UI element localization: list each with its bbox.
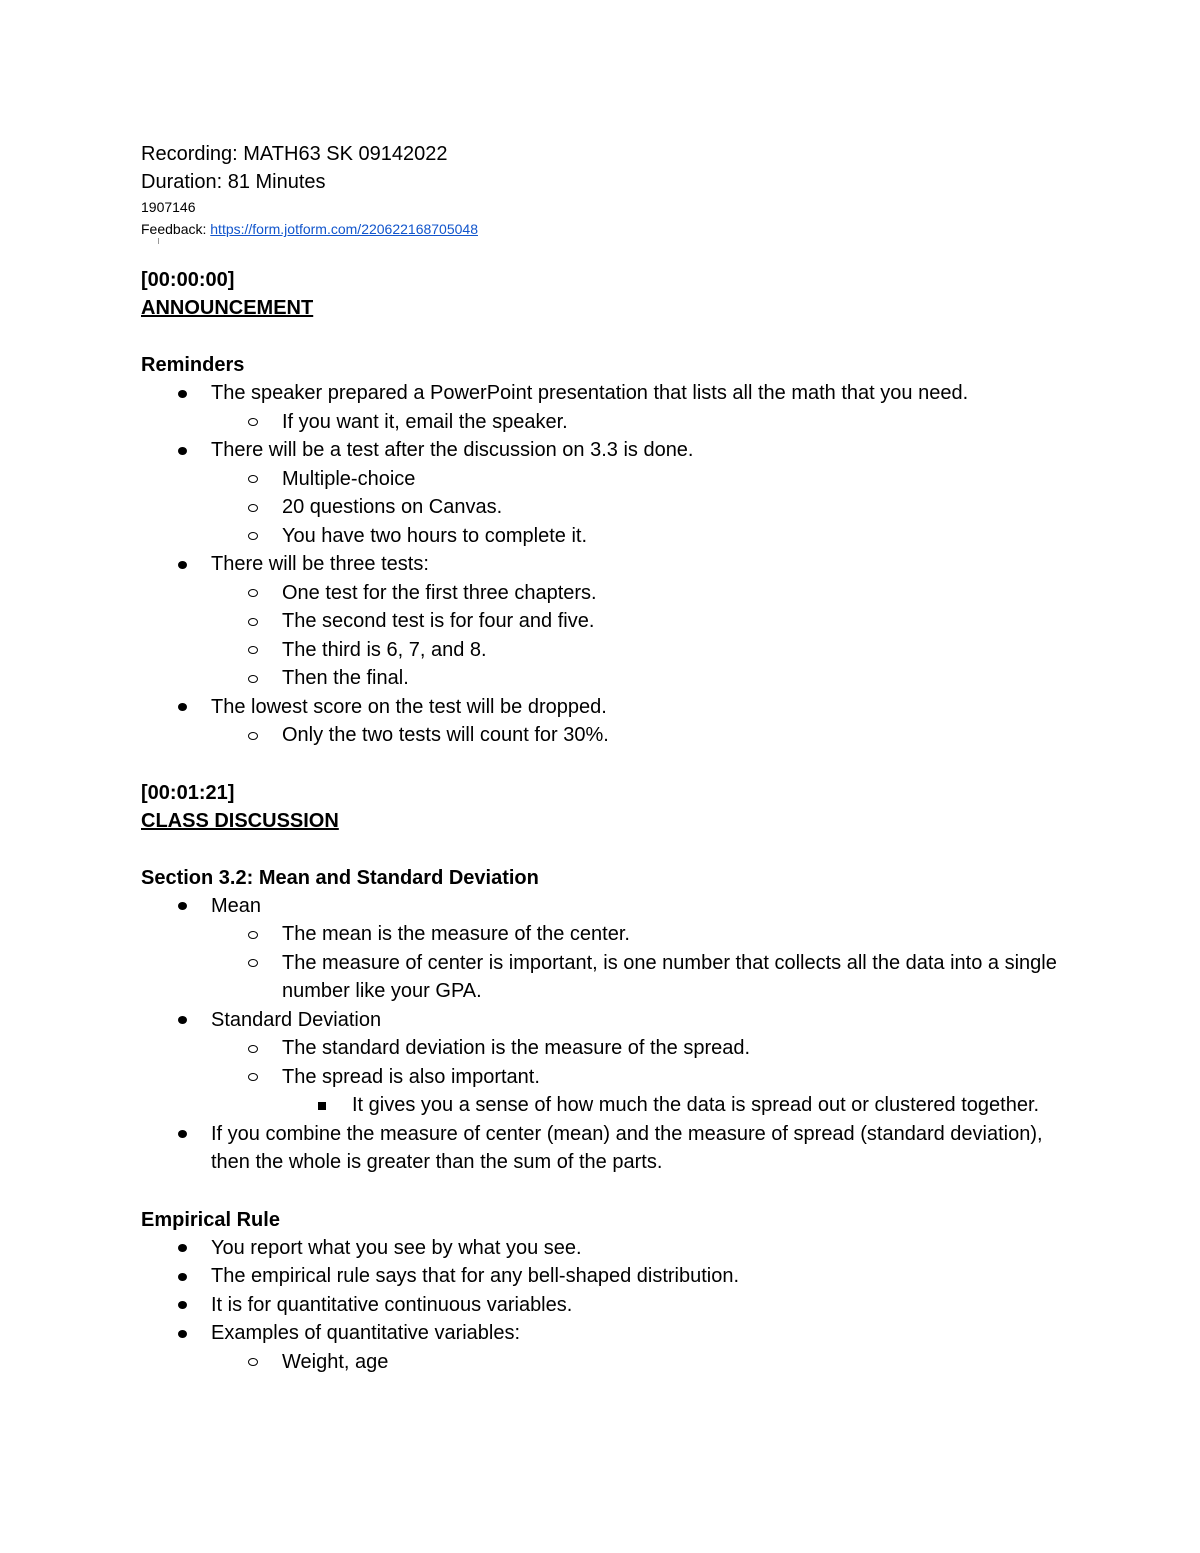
- bullet-circle-icon: [248, 465, 258, 494]
- list-item: [141, 664, 1081, 693]
- list-item: [141, 379, 1081, 408]
- list-item-text: Examples of quantitative variables:: [211, 1322, 521, 1344]
- list-item: [141, 1091, 1081, 1120]
- duration-line: Duration: 81 Minutes: [141, 171, 326, 193]
- list-item: [141, 1234, 1081, 1263]
- bullet-circle-icon: [248, 1063, 258, 1092]
- empirical-list: [141, 1234, 1081, 1377]
- feedback-line: [141, 218, 1081, 240]
- list-item: [141, 493, 1081, 522]
- list-item-text: The mean is the measure of the center.: [282, 923, 630, 945]
- bullet-circle-icon: [248, 522, 258, 551]
- list-item-text: The speaker prepared a PowerPoint presentation that lists all the math that you need.: [211, 382, 969, 404]
- list-item-text: If you want it, email the speaker.: [282, 410, 568, 433]
- bullet-square-icon: [318, 1091, 326, 1120]
- bullet-circle-icon: [248, 607, 258, 636]
- list-item: [141, 1262, 1081, 1291]
- list-item-text: The empirical rule says that for any bell-shaped distribution.: [211, 1265, 740, 1287]
- list-item: [141, 1348, 1081, 1377]
- bullet-dot-icon: [178, 1234, 187, 1263]
- discussion-timestamp: [00:01:21]: [141, 781, 235, 804]
- list-item-text: You have two hours to complete it.: [282, 524, 587, 547]
- list-item-text: Then the final.: [282, 667, 409, 689]
- list-item-text: Mean: [211, 894, 262, 917]
- list-item: [141, 465, 1081, 494]
- list-item: [141, 949, 1081, 1006]
- feedback-link[interactable]: https://form.jotform.com/220622168705048: [210, 221, 478, 237]
- discussion-title: CLASS DISCUSSION: [141, 809, 339, 832]
- list-item-text: One test for the first three chapters.: [282, 581, 597, 604]
- list-item: [141, 1063, 1081, 1092]
- list-item-text: There will be a test after the discussion on 3.3 is done.: [211, 439, 694, 461]
- list-item: [141, 550, 1081, 579]
- list-item: [141, 1291, 1081, 1320]
- list-item-text: The spread is also important.: [282, 1065, 540, 1088]
- list-item: [141, 522, 1081, 551]
- bullet-circle-icon: [248, 664, 258, 693]
- bullet-circle-icon: [248, 579, 258, 608]
- bullet-circle-icon: [248, 721, 258, 750]
- bullet-dot-icon: [178, 693, 187, 722]
- bullet-circle-icon: [248, 1034, 258, 1063]
- list-item: [141, 892, 1081, 921]
- list-item-text: There will be three tests:: [211, 553, 429, 575]
- list-item-text: Only the two tests will count for 30%.: [282, 724, 609, 746]
- list-item-text: Multiple-choice: [282, 467, 416, 490]
- list-item-text: Standard Deviation: [211, 1008, 382, 1031]
- bullet-circle-icon: [248, 636, 258, 665]
- bullet-circle-icon: [248, 920, 258, 949]
- bullet-circle-icon: [248, 1348, 258, 1377]
- list-item-text: The second test is for four and five.: [282, 610, 595, 632]
- list-item-text: 20 questions on Canvas.: [282, 496, 503, 518]
- list-item: [141, 1034, 1081, 1063]
- bullet-dot-icon: [178, 1319, 187, 1348]
- bullet-dot-icon: [178, 436, 187, 465]
- list-item: [141, 1319, 1081, 1348]
- list-item-text: The lowest score on the test will be dropped.: [211, 695, 607, 718]
- bullet-dot-icon: [178, 379, 187, 408]
- list-item-text: The third is 6, 7, and 8.: [282, 638, 487, 661]
- reminders-list: [141, 379, 1081, 750]
- empirical-heading: Empirical Rule: [141, 1208, 280, 1231]
- document-content: [141, 140, 1081, 1376]
- list-item: [141, 1120, 1081, 1177]
- recording-title: Recording: MATH63 SK 09142022: [141, 143, 448, 165]
- list-item: [141, 693, 1081, 722]
- bullet-dot-icon: [178, 892, 187, 921]
- list-item-text: If you combine the measure of center (mean) and the measure of spread (standard deviation), then the whole is greater than the sum of the parts.: [211, 1122, 1043, 1173]
- bullet-circle-icon: [248, 408, 258, 437]
- list-item: [141, 920, 1081, 949]
- document-id: 1907146: [141, 199, 196, 215]
- bullet-circle-icon: [248, 949, 258, 978]
- list-item-text: The standard deviation is the measure of the spread.: [282, 1037, 751, 1059]
- bullet-dot-icon: [178, 1006, 187, 1035]
- list-item-text: It gives you a sense of how much the data is spread out or clustered together.: [352, 1094, 1040, 1116]
- reminders-heading: Reminders: [141, 354, 245, 376]
- section-list: [141, 892, 1081, 1177]
- list-item: [141, 579, 1081, 608]
- feedback-label: Feedback:: [141, 221, 211, 237]
- announcement-title: ANNOUNCEMENT: [141, 297, 314, 319]
- list-item: [141, 408, 1081, 437]
- list-item-text: Weight, age: [282, 1350, 389, 1373]
- list-item-text: The measure of center is important, is one number that collects all the data into a single number like your GPA.: [282, 951, 1057, 1002]
- cursor-mark: [141, 240, 1081, 256]
- bullet-circle-icon: [248, 493, 258, 522]
- section-heading: Section 3.2: Mean and Standard Deviation: [141, 866, 539, 889]
- list-item: [141, 636, 1081, 665]
- list-item: [141, 436, 1081, 465]
- bullet-dot-icon: [178, 550, 187, 579]
- list-item: [141, 607, 1081, 636]
- bullet-dot-icon: [178, 1120, 187, 1149]
- bullet-dot-icon: [178, 1291, 187, 1320]
- list-item: [141, 1006, 1081, 1035]
- list-item-text: You report what you see by what you see.: [211, 1236, 582, 1259]
- bullet-dot-icon: [178, 1262, 187, 1291]
- announcement-timestamp: [00:00:00]: [141, 269, 235, 291]
- list-item-text: It is for quantitative continuous variables.: [211, 1293, 573, 1316]
- list-item: [141, 721, 1081, 750]
